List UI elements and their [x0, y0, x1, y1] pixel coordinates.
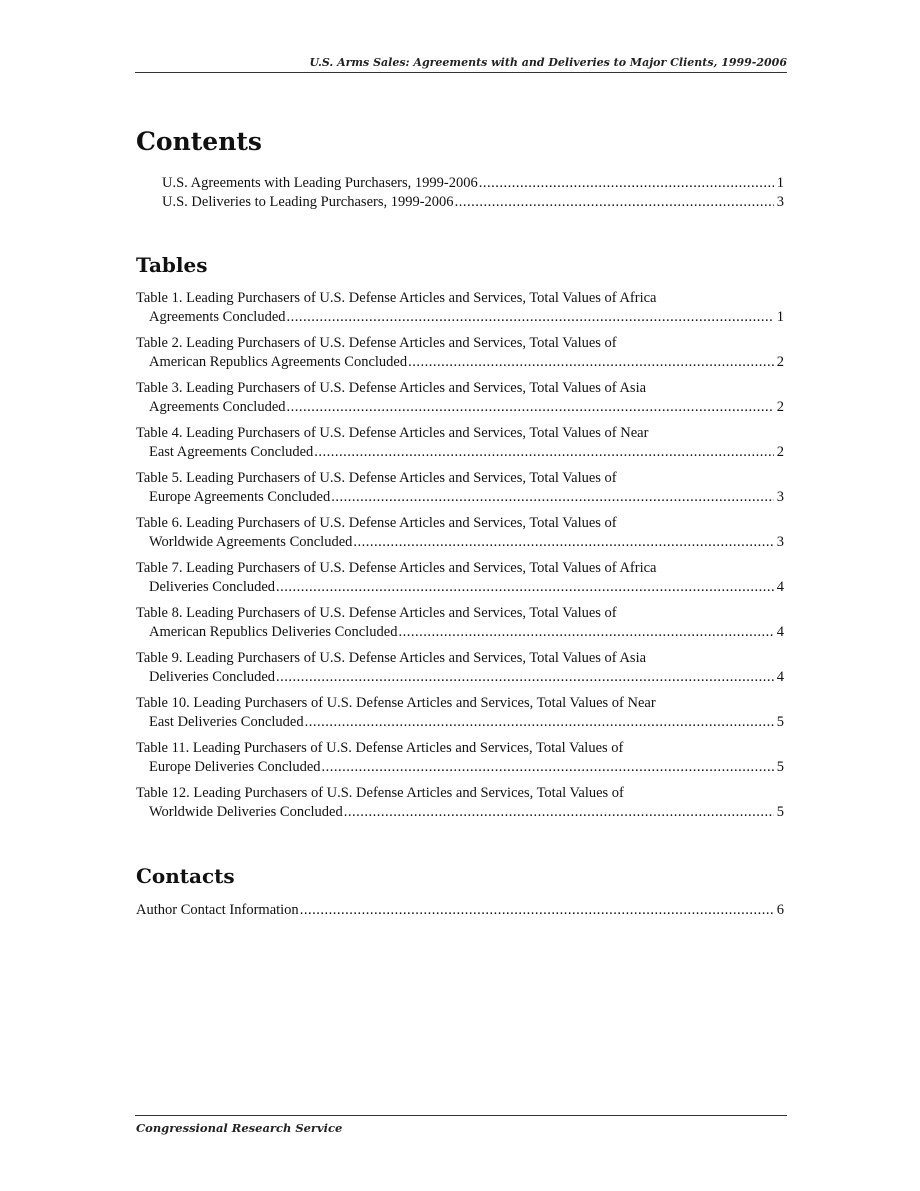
- entry-label-cont: Worldwide Deliveries Concluded: [149, 804, 343, 820]
- table-entry[interactable]: [136, 649, 784, 687]
- entry-label: Table 3. Leading Purchasers of U.S. Defense Articles and Services, Total Values of Asia: [136, 380, 647, 396]
- contacts-list: [136, 901, 784, 920]
- page-number: 5: [776, 759, 784, 775]
- entry-label-cont: Europe Agreements Concluded: [149, 489, 331, 505]
- page-number: 5: [776, 714, 784, 730]
- page-number: 5: [776, 804, 784, 820]
- dot-leader: [398, 623, 773, 642]
- table-entry[interactable]: [136, 424, 784, 462]
- entry-label-cont: Deliveries Concluded: [149, 579, 276, 595]
- contacts-entry[interactable]: [136, 901, 784, 920]
- tables-heading: Tables: [136, 253, 208, 277]
- entry-label-cont: Agreements Concluded: [149, 309, 286, 325]
- entry-label-cont: Deliveries Concluded: [149, 669, 276, 685]
- dot-leader: [287, 308, 774, 327]
- entry-label: Table 12. Leading Purchasers of U.S. Defense Articles and Services, Total Values of: [136, 785, 624, 801]
- contents-entry[interactable]: [136, 174, 784, 193]
- contents-list: [136, 174, 784, 212]
- footer-text: Congressional Research Service: [136, 1121, 343, 1135]
- entry-label: Table 5. Leading Purchasers of U.S. Defense Articles and Services, Total Values of: [136, 470, 617, 486]
- dot-leader: [408, 353, 774, 372]
- dot-leader: [276, 578, 774, 597]
- tables-list: [136, 289, 784, 829]
- dot-leader: [353, 533, 773, 552]
- running-header: U.S. Arms Sales: Agreements with and Deliveries to Major Clients, 1999-2006: [309, 56, 787, 69]
- dot-leader: [322, 758, 774, 777]
- table-entry[interactable]: [136, 784, 784, 822]
- entry-label: Table 7. Leading Purchasers of U.S. Defense Articles and Services, Total Values of Africa: [136, 560, 657, 576]
- page-number: 1: [776, 175, 784, 191]
- dot-leader: [287, 398, 774, 417]
- entry-label-cont: American Republics Deliveries Concluded: [149, 624, 398, 640]
- dot-leader: [344, 803, 774, 822]
- dot-leader: [276, 668, 774, 687]
- entry-label-cont: Agreements Concluded: [149, 399, 286, 415]
- table-entry[interactable]: [136, 604, 784, 642]
- page-number: 4: [776, 669, 784, 685]
- table-entry[interactable]: [136, 334, 784, 372]
- entry-label: Table 2. Leading Purchasers of U.S. Defense Articles and Services, Total Values of: [136, 335, 617, 351]
- entry-label: Table 9. Leading Purchasers of U.S. Defense Articles and Services, Total Values of Asia: [136, 650, 647, 666]
- dot-leader: [479, 174, 774, 193]
- page-number: 4: [776, 579, 784, 595]
- page-number: 2: [776, 444, 784, 460]
- table-entry[interactable]: [136, 289, 784, 327]
- entry-label: Table 11. Leading Purchasers of U.S. Defense Articles and Services, Total Values of: [136, 740, 624, 756]
- table-entry[interactable]: [136, 739, 784, 777]
- table-entry[interactable]: [136, 694, 784, 732]
- page-number: 3: [776, 194, 784, 210]
- entry-label-cont: East Deliveries Concluded: [149, 714, 304, 730]
- page-number: 6: [776, 902, 784, 918]
- entry-label: Table 8. Leading Purchasers of U.S. Defense Articles and Services, Total Values of: [136, 605, 617, 621]
- dot-leader: [300, 901, 774, 920]
- entry-label: Table 10. Leading Purchasers of U.S. Defense Articles and Services, Total Values of Near: [136, 695, 656, 711]
- dot-leader: [331, 488, 774, 507]
- entry-label-cont: Europe Deliveries Concluded: [149, 759, 321, 775]
- entry-label-cont: American Republics Agreements Concluded: [149, 354, 408, 370]
- entry-label: Table 6. Leading Purchasers of U.S. Defense Articles and Services, Total Values of: [136, 515, 617, 531]
- table-entry[interactable]: [136, 379, 784, 417]
- page-number: 3: [776, 534, 784, 550]
- page-number: 1: [776, 309, 784, 325]
- footer-rule: [135, 1115, 787, 1116]
- entry-label-cont: Worldwide Agreements Concluded: [149, 534, 353, 550]
- dot-leader: [305, 713, 774, 732]
- table-entry[interactable]: [136, 514, 784, 552]
- table-entry[interactable]: [136, 559, 784, 597]
- entry-label: Table 4. Leading Purchasers of U.S. Defense Articles and Services, Total Values of Near: [136, 425, 649, 441]
- dot-leader: [314, 443, 773, 462]
- contacts-heading: Contacts: [136, 864, 235, 888]
- header-rule: [135, 72, 787, 73]
- page-number: 4: [776, 624, 784, 640]
- entry-label-cont: East Agreements Concluded: [149, 444, 314, 460]
- entry-label: Author Contact Information: [136, 902, 299, 918]
- page-number: 2: [776, 399, 784, 415]
- page-number: 2: [776, 354, 784, 370]
- entry-label: U.S. Agreements with Leading Purchasers, 1999-2006: [162, 175, 478, 191]
- entry-label: U.S. Deliveries to Leading Purchasers, 1999-2006: [162, 194, 454, 210]
- entry-label: Table 1. Leading Purchasers of U.S. Defense Articles and Services, Total Values of Africa: [136, 290, 657, 306]
- table-entry[interactable]: [136, 469, 784, 507]
- contents-entry[interactable]: [136, 193, 784, 212]
- page-number: 3: [776, 489, 784, 505]
- dot-leader: [455, 193, 774, 212]
- contents-heading: Contents: [136, 127, 263, 156]
